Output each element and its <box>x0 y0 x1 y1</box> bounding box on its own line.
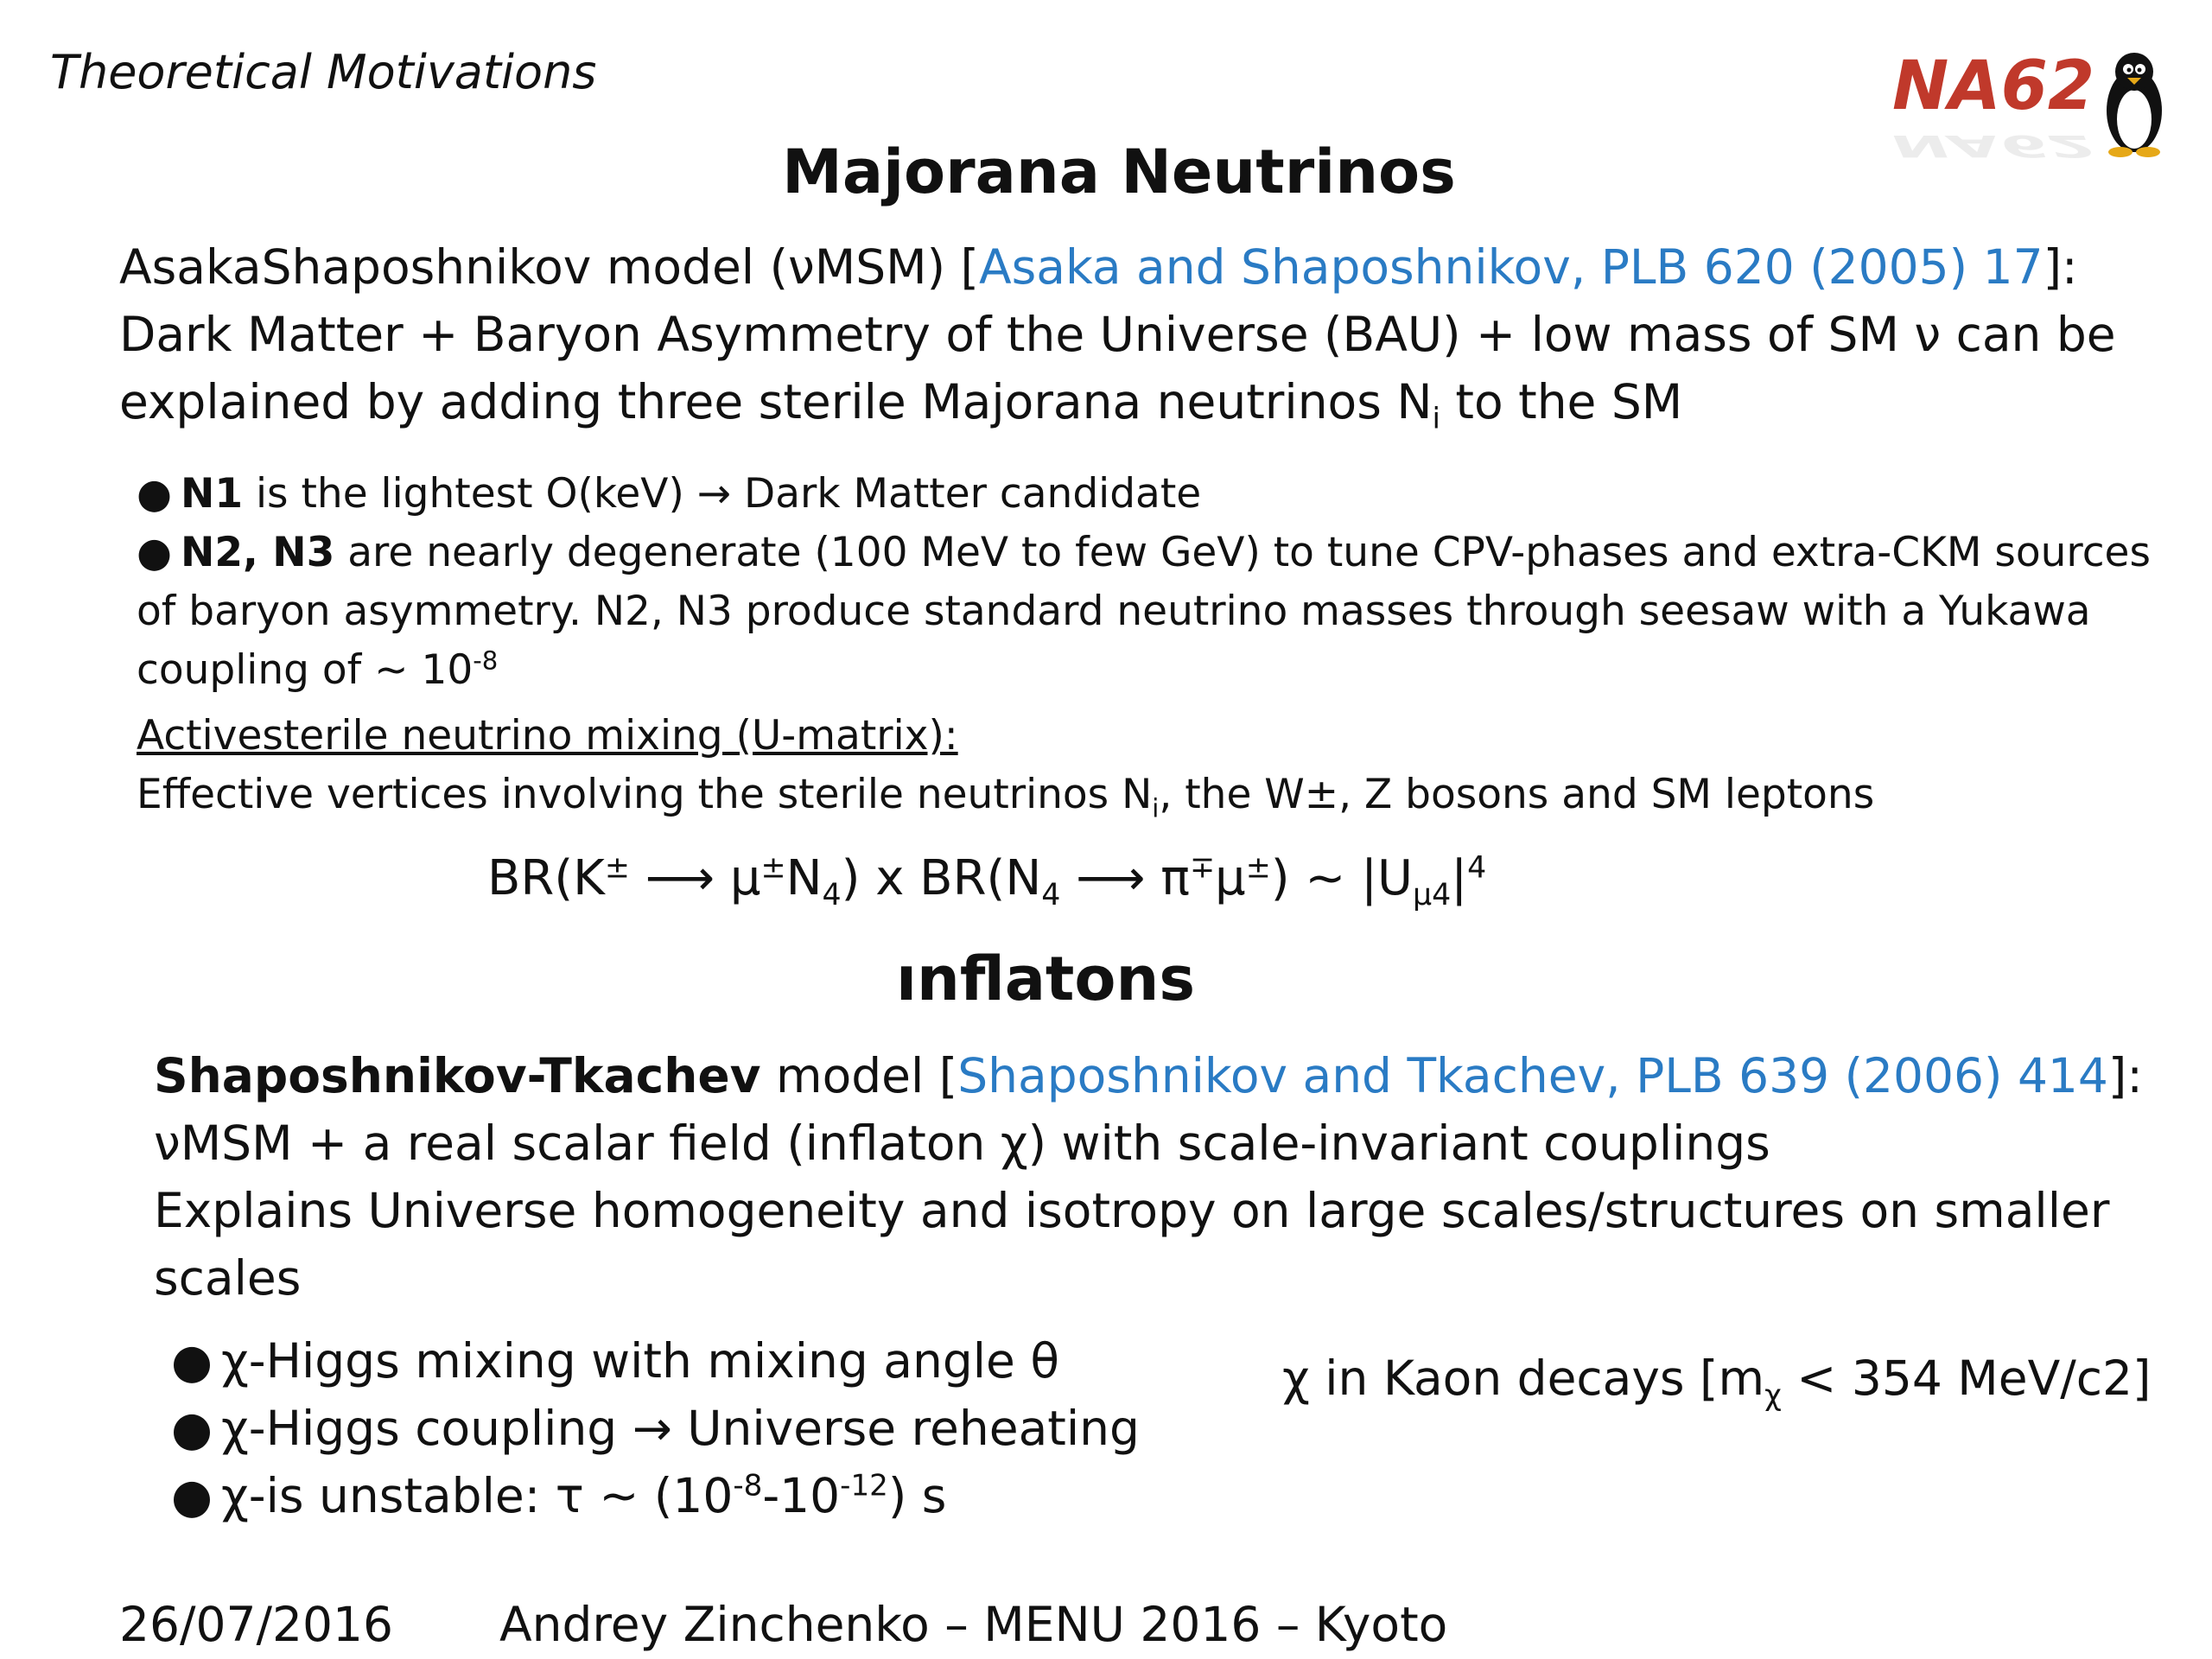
line1-text: model [ <box>760 1048 958 1103</box>
inflatons-line2: νMSM + a real scalar field (inflaton χ) with scale-invariant couplings <box>154 1116 1770 1171</box>
bullet-dot-icon: ● <box>137 470 173 518</box>
effective-vertices-line <box>137 766 1874 824</box>
kaon-prefix: χ in Kaon decays [m <box>1282 1351 1765 1406</box>
inflaton-bullet-mixing <box>171 1327 1059 1395</box>
formula-sup: 4 <box>1467 850 1487 886</box>
asaka-reference-link[interactable]: Asaka and Shaposhnikov, PLB 620 (2005) 17 <box>978 239 2044 295</box>
bullet-text: ) s <box>887 1468 947 1523</box>
inflaton-bullet-unstable <box>171 1462 946 1529</box>
majorana-intro-line2: Dark Matter + Baryon Asymmetry of the Universe (BAU) + low mass of SM ν can be <box>119 307 2116 362</box>
footer-author: Andrey Zinchenko – MENU 2016 – Kyoto <box>499 1597 1448 1652</box>
formula-part: ) x BR(N <box>841 850 1042 906</box>
intro-prefix: AsakaShaposhnikov model (νMSM) [ <box>119 239 979 295</box>
bullet-text: are nearly degenerate (100 MeV to few GeV) to tune CPV-phases and extra-CKM sources <box>334 529 2151 576</box>
intro-suffix: ]: <box>2043 239 2078 295</box>
kaon-sub: χ <box>1764 1378 1782 1413</box>
mixing-heading: Activesterile neutrino mixing (U-matrix): <box>137 712 958 760</box>
bullet-text: is the lightest O(keV) → Dark Matter candidate <box>243 470 1202 518</box>
majorana-bullet-n1 <box>137 465 1201 524</box>
majorana-intro-line3 <box>119 368 1682 435</box>
formula-sup: ± <box>760 850 786 886</box>
bullet-text: χ-Higgs coupling → Universe reheating <box>221 1401 1140 1456</box>
formula-sup: ± <box>604 850 630 886</box>
exponent: -12 <box>840 1468 888 1503</box>
kaon-suffix: < 354 MeV/c2] <box>1781 1351 2152 1406</box>
bullet-dot-icon: ● <box>171 1401 213 1456</box>
majorana-bullet-n2n3-line2: of baryon asymmetry. N2, N3 produce standard neutrino masses through seesaw with a Yukawa <box>137 588 2091 635</box>
inflatons-line1 <box>154 1042 2143 1109</box>
bullet-bold: N2, N3 <box>181 529 335 576</box>
formula-sup: ∓ <box>1189 850 1216 886</box>
formula-part: BR(K <box>487 850 605 906</box>
bullet-text: -10 <box>762 1468 841 1523</box>
coupling-text: coupling of ~ 10 <box>137 646 474 694</box>
intro-line3-sub: i <box>1432 402 1440 436</box>
formula-part: ⟶ π <box>1060 850 1190 906</box>
formula-sup: ± <box>1245 850 1271 886</box>
logo-text: NA62 <box>1892 48 2095 125</box>
formula-part: N <box>785 850 823 906</box>
bullet-dot-icon: ● <box>171 1468 213 1523</box>
inflatons-line3: Explains Universe homogeneity and isotropy on large scales/structures on smaller <box>154 1183 2110 1238</box>
majorana-bullet-n2n3 <box>137 524 2151 582</box>
bullet-dot-icon: ● <box>171 1333 213 1389</box>
line1-suffix: ]: <box>2107 1048 2143 1103</box>
formula-part: ) ~ |U <box>1270 850 1414 906</box>
bullet-text: χ-is unstable: τ ~ (10 <box>221 1468 734 1523</box>
inflatons-title: ınflatons <box>895 944 1195 1014</box>
intro-line3-text: explained by adding three sterile Majorana neutrinos N <box>119 374 1433 429</box>
inflatons-line4: scales <box>154 1250 302 1306</box>
vertices-prefix: Effective vertices involving the sterile neutrinos N <box>137 771 1153 818</box>
vertices-suffix: , the W±, Z bosons and SM leptons <box>1159 771 1875 818</box>
model-name: Shaposhnikov-Tkachev <box>154 1048 761 1103</box>
bullet-dot-icon: ● <box>137 529 173 576</box>
coupling-exponent: -8 <box>473 645 499 676</box>
intro-line3-suffix: to the SM <box>1440 374 1683 429</box>
logo-reflection: NA62 <box>1892 128 2095 162</box>
majorana-intro-line1 <box>119 233 2078 301</box>
formula-part: μ <box>1215 850 1246 906</box>
section-label: Theoretical Motivations <box>50 45 597 99</box>
majorana-title: Majorana Neutrinos <box>782 137 1456 207</box>
formula-sub: 4 <box>1041 878 1061 913</box>
bullet-bold: N1 <box>181 470 244 518</box>
branching-ratio-formula <box>487 845 1486 912</box>
footer-date: 26/07/2016 <box>119 1597 394 1652</box>
bullet-text: χ-Higgs mixing with mixing angle θ <box>221 1333 1059 1389</box>
tkachev-reference-link[interactable]: Shaposhnikov and Tkachev, PLB 639 (2006) 414 <box>957 1048 2108 1103</box>
exponent: -8 <box>733 1468 763 1503</box>
formula-sub: μ4 <box>1413 878 1452 913</box>
formula-part: | <box>1451 850 1468 906</box>
formula-part: ⟶ μ <box>630 850 761 906</box>
majorana-bullet-n2n3-line3 <box>137 641 498 700</box>
vertices-sub: i <box>1152 793 1160 823</box>
formula-sub: 4 <box>822 878 842 913</box>
kaon-decay-note <box>1282 1344 2151 1412</box>
inflaton-bullet-coupling <box>171 1395 1140 1462</box>
